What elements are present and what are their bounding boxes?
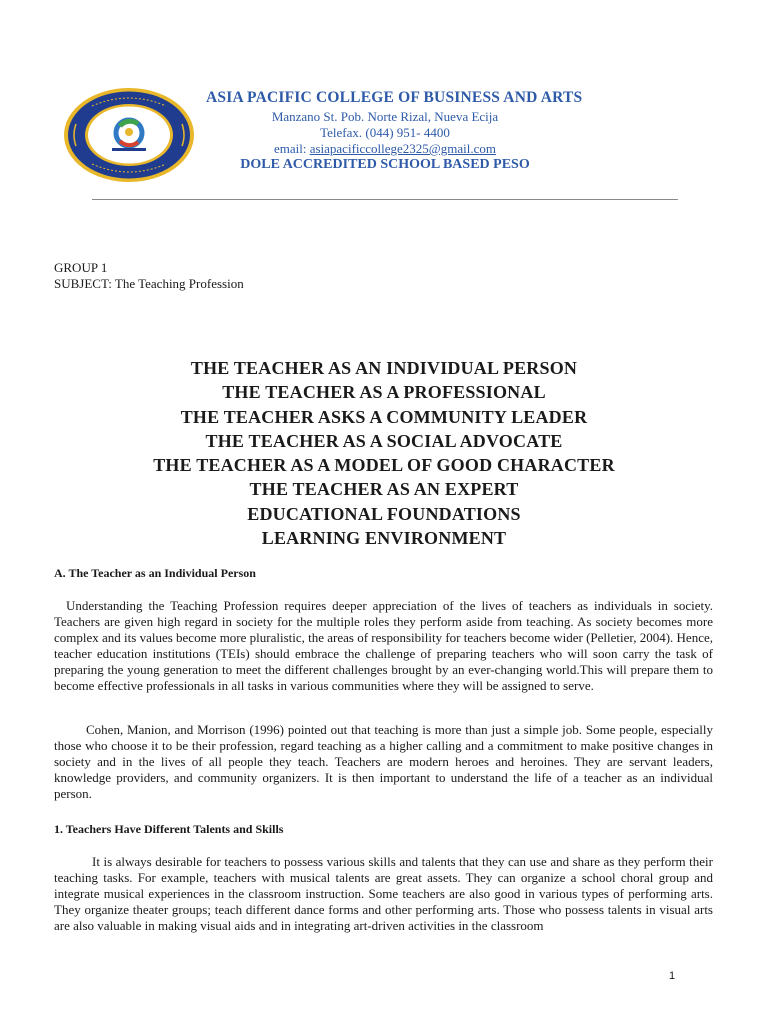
school-seal-logo — [62, 86, 196, 184]
title-line: THE TEACHER AS A MODEL OF GOOD CHARACTER — [153, 455, 615, 476]
school-telefax: Telefax. (044) 951- 4400 — [320, 125, 450, 140]
title-line: THE TEACHER AS AN INDIVIDUAL PERSON — [190, 358, 578, 378]
section-a-paragraph-2: Cohen, Manion, and Morrison (1996) pointed out that teaching is more than just a simple job. Some people, especially those who choose it to be their profession, regard teaching as a higher calling and a commitment to make positive changes in society and in the lives of all people they teach. Teachers are modern heroes and heroines. They are servant leaders, knowledge providers, and community organizers. It is then important to understand the life of a teacher as an individual person. — [54, 722, 713, 802]
title-block — [54, 356, 714, 550]
school-email-line — [200, 141, 570, 157]
section-a-paragraph-1: Understanding the Teaching Profession requires deeper appreciation of the lives of teachers as individuals in society. Teachers are given high regard in society for the multiple roles they perform aside from teaching. As society becomes more complex and its values become more pluralistic, the areas of responsibility for teachers become wider (Pelletier, 2004). Hence, teacher education institutions (TEIs) should embrace the challenge of preparing teachers who will soon carry the task of preparing the young generation to meet the different challenges brought by an ever-changing world.This will prepare them to become effective professionals in all tasks in various communities where they will be assigned to serve. — [54, 598, 713, 694]
school-address: Manzano St. Pob. Norte Rizal, Nueva Ecija — [271, 109, 499, 124]
title-line: THE TEACHER AS A SOCIAL ADVOCATE — [205, 430, 563, 451]
header-divider — [92, 199, 678, 200]
title-line: THE TEACHER AS A PROFESSIONAL — [222, 382, 546, 403]
school-name: ASIA PACIFIC COLLEGE OF BUSINESS AND ARTS — [206, 89, 583, 106]
email-label: email: — [273, 141, 310, 156]
section-1-paragraph-1: It is always desirable for teachers to possess various skills and talents that they can use and share as they perform their teaching tasks. For example, teachers with musical talents are great assets. They can organize a school choral group and integrate musical experiences in the classroom instruction. Some teachers are also good in various types of performing arts. They organize theater groups; teach different dance forms and other performing arts. Those who possess talents in visual arts are also valuable in making visual aids and in integrating art-driven activities in the classroom — [54, 854, 713, 934]
title-line: EDUCATIONAL FOUNDATIONS — [247, 503, 521, 524]
email-link[interactable]: asiapacificcollege2325@gmail.com — [309, 141, 497, 156]
section-1-heading: 1. Teachers Have Different Talents and Skills — [54, 822, 284, 836]
group-label: GROUP 1 — [54, 260, 108, 275]
title-line: THE TEACHER ASKS A COMMUNITY LEADER — [180, 406, 588, 427]
title-line: THE TEACHER AS AN EXPERT — [249, 479, 519, 500]
subject-label: SUBJECT: The Teaching Profession — [54, 276, 244, 291]
accreditation-line: DOLE ACCREDITED SCHOOL BASED PESO — [240, 157, 530, 172]
title-line: LEARNING ENVIRONMENT — [261, 528, 507, 549]
page-number: 1 — [669, 970, 676, 982]
section-a-heading: A. The Teacher as an Individual Person — [54, 566, 256, 580]
